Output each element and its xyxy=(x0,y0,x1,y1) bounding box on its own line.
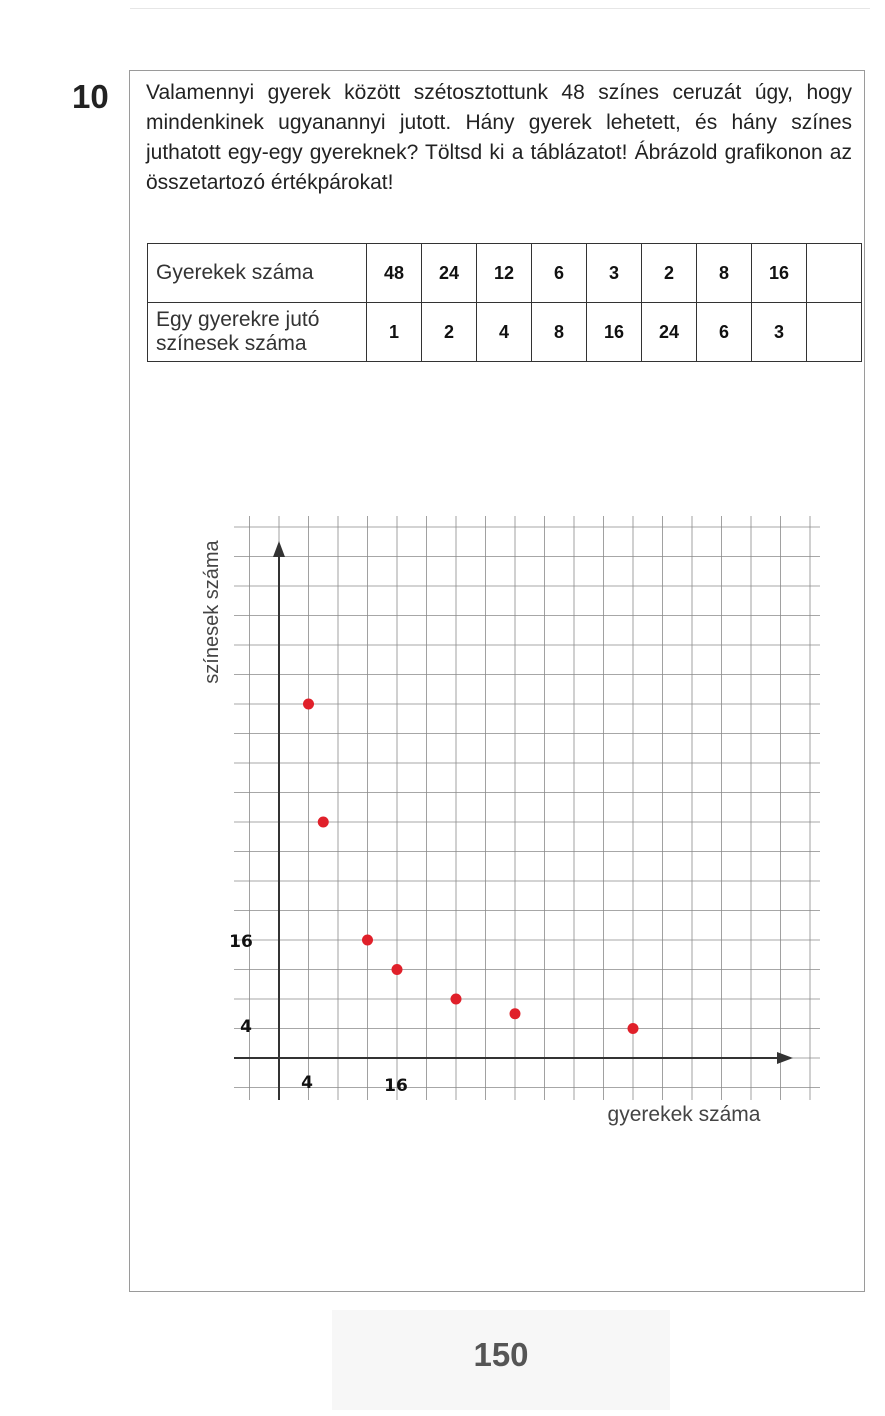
y-tick-label-16: 16 xyxy=(229,932,253,952)
table-cell: 8 xyxy=(532,303,587,362)
y-axis-label: színesek száma xyxy=(201,540,223,684)
table-cell: 2 xyxy=(642,244,697,303)
data-point xyxy=(318,817,329,828)
x-tick-label-4: 4 xyxy=(301,1073,313,1093)
table-cell: 24 xyxy=(422,244,477,303)
data-point xyxy=(362,935,373,946)
data-point xyxy=(392,964,403,975)
y-axis-arrow-icon xyxy=(273,541,285,557)
table-cell: 48 xyxy=(367,244,422,303)
data-point xyxy=(303,699,314,710)
x-axis-arrow-icon xyxy=(777,1052,793,1064)
table-cell: 16 xyxy=(587,303,642,362)
data-point xyxy=(451,994,462,1005)
data-point xyxy=(628,1023,639,1034)
task-number: 10 xyxy=(72,78,109,115)
table-cell: 1 xyxy=(367,303,422,362)
x-tick-label-16: 16 xyxy=(384,1076,408,1096)
table-cell: 16 xyxy=(752,244,807,303)
page-number-box xyxy=(332,1310,670,1410)
task-text: Valamennyi gyerek között szétosztottunk 48 színes ceruzát úgy, hogy mindenkinek ugyanannyi jutott. Hány gyerek lehetett, és hány színes juthatott egy-egy gyereknek? Töltsd ki a táblázatot! Ábrázold grafikonon az összetartozó értékpárokat! xyxy=(146,81,852,194)
x-axis-label: gyerekek száma xyxy=(607,1103,761,1126)
table-cell: 6 xyxy=(697,303,752,362)
y-tick-label-4: 4 xyxy=(240,1017,252,1037)
table-cell: 8 xyxy=(697,244,752,303)
table-cell: 3 xyxy=(752,303,807,362)
table-cell: 12 xyxy=(477,244,532,303)
table-cell: 6 xyxy=(532,244,587,303)
page-number: 150 xyxy=(473,1336,529,1373)
table-cell: 4 xyxy=(477,303,532,362)
row1-label: Gyerekek száma xyxy=(148,244,367,303)
table-cell: 24 xyxy=(642,303,697,362)
data-point xyxy=(510,1008,521,1019)
data-points xyxy=(303,699,885,1049)
table-cell: 3 xyxy=(587,244,642,303)
table-cell: 2 xyxy=(422,303,477,362)
grid xyxy=(234,516,820,1100)
row2-label: Egy gyerekre jutó színesek száma xyxy=(148,303,367,362)
